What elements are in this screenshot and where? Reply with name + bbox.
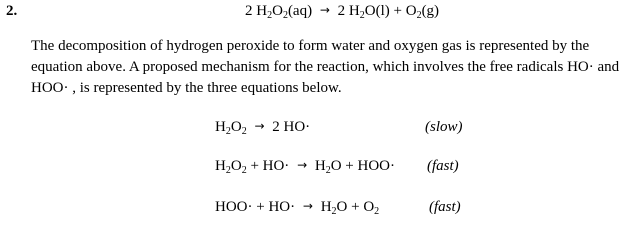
eq-lhs-coefficient: 2 <box>245 3 253 19</box>
step3-products: $H_2O + O_2$ <box>320 199 380 217</box>
step3-rate-label: (fast) <box>429 199 461 215</box>
reaction-arrow-icon: → <box>297 158 308 172</box>
reaction-arrow-icon: → <box>254 119 265 133</box>
mechanism-step-2 <box>215 158 395 175</box>
step1-reactant: $H_2O_2$ <box>215 119 247 137</box>
question-number: 2. <box>6 3 18 19</box>
eq-rhs1-coefficient: 2 <box>337 3 346 19</box>
description-paragraph: The decomposition of hydrogen peroxide to form water and oxygen gas is represented by the equation above. A proposed mechanism for the reaction, which involves the free radicals HO· and HOO· , is represented by the three equations below. <box>31 38 620 96</box>
eq-rhs1-formula: $H_2O(l)$ <box>348 3 390 21</box>
step1-rate-label: (slow) <box>425 119 463 135</box>
step1-products: 2 HO· <box>272 119 311 135</box>
mechanism-step-3 <box>215 199 379 216</box>
overall-equation <box>245 3 439 20</box>
reaction-arrow-icon: → <box>302 199 313 213</box>
step2-rate-label: (fast) <box>427 158 459 174</box>
eq-rhs2-formula: $O_2(g)$ <box>405 3 440 21</box>
eq-lhs-formula: $H_2O_2(aq)$ <box>256 3 313 21</box>
step2-products: $H_2O + HOO\cdot$ <box>314 158 396 176</box>
mechanism-step-1 <box>215 119 310 136</box>
step2-reactants: $H_2O_2 + HO\cdot$ <box>215 158 290 176</box>
eq-plus: + <box>393 3 402 19</box>
step3-reactants: HOO· + HO· <box>215 199 296 215</box>
reaction-arrow-icon: → <box>319 3 330 17</box>
